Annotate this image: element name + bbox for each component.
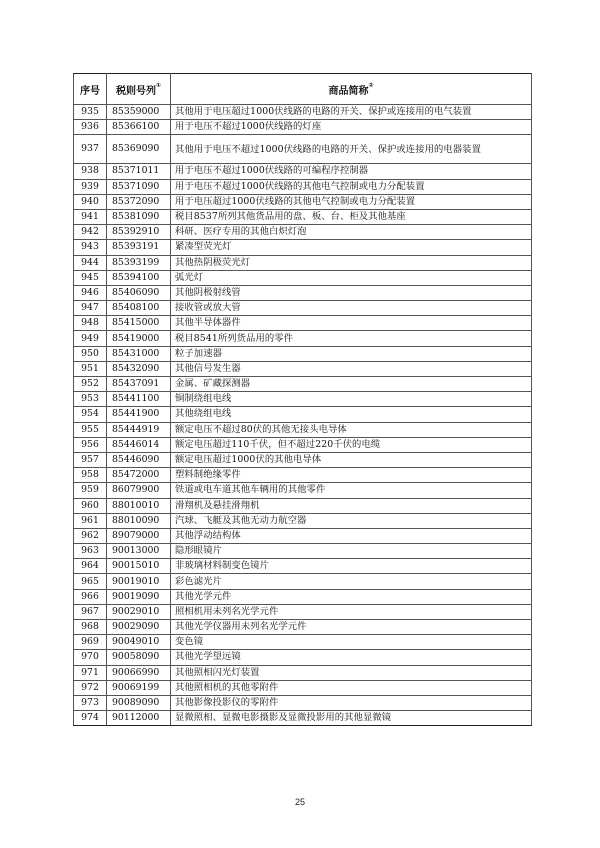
cell-code: 85371090 <box>107 179 171 194</box>
cell-seq: 963 <box>74 544 107 559</box>
cell-seq: 970 <box>74 650 107 665</box>
table-row <box>74 695 532 710</box>
cell-seq: 962 <box>74 528 107 543</box>
cell-seq: 965 <box>74 574 107 589</box>
cell-name: 用于电压不超过1000伏线路的灯座 <box>171 120 532 135</box>
cell-name: 额定电压不超过80伏的其他无接头电导体 <box>171 422 532 437</box>
table-row <box>74 209 532 224</box>
cell-name: 接收管或放大管 <box>171 301 532 316</box>
cell-seq: 950 <box>74 346 107 361</box>
cell-code: 85446014 <box>107 437 171 452</box>
table-row <box>74 711 532 726</box>
cell-code: 85441900 <box>107 407 171 422</box>
cell-seq: 961 <box>74 513 107 528</box>
cell-seq: 940 <box>74 194 107 209</box>
table-row <box>74 452 532 467</box>
cell-code: 85446090 <box>107 452 171 467</box>
cell-code: 85359000 <box>107 105 171 120</box>
cell-name: 汽球、飞艇及其他无动力航空器 <box>171 513 532 528</box>
cell-code: 85371011 <box>107 164 171 179</box>
cell-name: 紧凑型荧光灯 <box>171 240 532 255</box>
table-row <box>74 422 532 437</box>
table-row <box>74 346 532 361</box>
cell-name: 弧光灯 <box>171 270 532 285</box>
cell-seq: 959 <box>74 483 107 498</box>
footnote-marker-1: ① <box>155 81 162 89</box>
cell-code: 85406090 <box>107 285 171 300</box>
table-row <box>74 574 532 589</box>
table-row <box>74 544 532 559</box>
cell-name: 其他光学元件 <box>171 589 532 604</box>
cell-code: 85408100 <box>107 301 171 316</box>
table-row <box>74 255 532 270</box>
table-row <box>74 105 532 120</box>
cell-seq: 969 <box>74 635 107 650</box>
table-row <box>74 164 532 179</box>
cell-seq: 946 <box>74 285 107 300</box>
cell-code: 90089090 <box>107 695 171 710</box>
cell-seq: 960 <box>74 498 107 513</box>
table-row <box>74 407 532 422</box>
table-row <box>74 179 532 194</box>
table-row <box>74 392 532 407</box>
table-row <box>74 194 532 209</box>
cell-seq: 951 <box>74 361 107 376</box>
cell-code: 85394100 <box>107 270 171 285</box>
cell-code: 85431000 <box>107 346 171 361</box>
cell-seq: 944 <box>74 255 107 270</box>
table-row <box>74 528 532 543</box>
cell-seq: 956 <box>74 437 107 452</box>
cell-code: 90029010 <box>107 604 171 619</box>
table-row <box>74 135 532 164</box>
cell-name: 其他半导体器件 <box>171 316 532 331</box>
table-row <box>74 301 532 316</box>
cell-seq: 967 <box>74 604 107 619</box>
cell-seq: 974 <box>74 711 107 726</box>
cell-name: 用于电压不超过1000伏线路的其他电气控制或电力分配装置 <box>171 179 532 194</box>
table-row <box>74 559 532 574</box>
table-row <box>74 240 532 255</box>
table-row <box>74 483 532 498</box>
cell-code: 85372090 <box>107 194 171 209</box>
cell-name: 照相机用未列名光学元件 <box>171 604 532 619</box>
cell-name: 显微照相、显微电影摄影及显微投影用的其他显微镜 <box>171 711 532 726</box>
cell-seq: 935 <box>74 105 107 120</box>
cell-seq: 952 <box>74 377 107 392</box>
cell-name: 税目8541所列货品用的零件 <box>171 331 532 346</box>
cell-name: 其他照相闪光灯装置 <box>171 665 532 680</box>
cell-code: 90049010 <box>107 635 171 650</box>
table-row <box>74 468 532 483</box>
table-row <box>74 620 532 635</box>
table-row <box>74 225 532 240</box>
cell-name: 其他信号发生器 <box>171 361 532 376</box>
cell-name: 非玻璃材料制变色镜片 <box>171 559 532 574</box>
cell-seq: 953 <box>74 392 107 407</box>
cell-code: 85381090 <box>107 209 171 224</box>
table-row <box>74 285 532 300</box>
cell-code: 90019010 <box>107 574 171 589</box>
cell-code: 90029090 <box>107 620 171 635</box>
table-row <box>74 589 532 604</box>
cell-seq: 966 <box>74 589 107 604</box>
table-row <box>74 650 532 665</box>
table-row <box>74 270 532 285</box>
cell-name: 滑翔机及悬挂滑翔机 <box>171 498 532 513</box>
cell-code: 90019090 <box>107 589 171 604</box>
cell-code: 85392910 <box>107 225 171 240</box>
cell-code: 90112000 <box>107 711 171 726</box>
cell-code: 90069199 <box>107 680 171 695</box>
cell-code: 90013000 <box>107 544 171 559</box>
table-row <box>74 604 532 619</box>
cell-name: 其他热阴极荧光灯 <box>171 255 532 270</box>
table-row <box>74 120 532 135</box>
cell-name: 其他照相机的其他零附件 <box>171 680 532 695</box>
cell-code: 89079000 <box>107 528 171 543</box>
cell-seq: 972 <box>74 680 107 695</box>
cell-name: 隐形眼镜片 <box>171 544 532 559</box>
cell-seq: 968 <box>74 620 107 635</box>
cell-code: 85393191 <box>107 240 171 255</box>
cell-name: 铜制绕组电线 <box>171 392 532 407</box>
cell-seq: 936 <box>74 120 107 135</box>
cell-code: 85415000 <box>107 316 171 331</box>
header-name: 商品简称② <box>171 74 532 105</box>
header-seq: 序号 <box>74 74 107 105</box>
cell-name: 塑料制绝缘零件 <box>171 468 532 483</box>
cell-code: 85472000 <box>107 468 171 483</box>
cell-name: 金属、矿藏探测器 <box>171 377 532 392</box>
table-row <box>74 377 532 392</box>
cell-seq: 957 <box>74 452 107 467</box>
page-number: 25 <box>294 797 305 807</box>
cell-seq: 938 <box>74 164 107 179</box>
cell-seq: 947 <box>74 301 107 316</box>
cell-name: 粒子加速器 <box>171 346 532 361</box>
cell-seq: 939 <box>74 179 107 194</box>
cell-seq: 964 <box>74 559 107 574</box>
cell-code: 90015010 <box>107 559 171 574</box>
cell-name: 变色镜 <box>171 635 532 650</box>
cell-code: 88010090 <box>107 513 171 528</box>
cell-name: 其他光学望远镜 <box>171 650 532 665</box>
cell-code: 85441100 <box>107 392 171 407</box>
cell-name: 税目8537所列其他货品用的盘、板、台、柜及其他基座 <box>171 209 532 224</box>
cell-name: 彩色滤光片 <box>171 574 532 589</box>
cell-code: 86079900 <box>107 483 171 498</box>
cell-seq: 937 <box>74 135 107 164</box>
cell-seq: 942 <box>74 225 107 240</box>
cell-code: 85419000 <box>107 331 171 346</box>
cell-seq: 941 <box>74 209 107 224</box>
table-row <box>74 361 532 376</box>
cell-seq: 948 <box>74 316 107 331</box>
cell-seq: 943 <box>74 240 107 255</box>
cell-code: 85393199 <box>107 255 171 270</box>
table-header-row <box>74 74 532 105</box>
cell-code: 88010010 <box>107 498 171 513</box>
table-row <box>74 316 532 331</box>
cell-name: 其他用于电压不超过1000伏线路的电路的开关、保护或连接用的电器装置 <box>171 135 532 164</box>
table-row <box>74 665 532 680</box>
cell-name: 额定电压超过1000伏的其他电导体 <box>171 452 532 467</box>
cell-code: 85444919 <box>107 422 171 437</box>
cell-seq: 949 <box>74 331 107 346</box>
cell-seq: 958 <box>74 468 107 483</box>
cell-name: 用于电压超过1000伏线路的其他电气控制或电力分配装置 <box>171 194 532 209</box>
cell-code: 90066990 <box>107 665 171 680</box>
cell-code: 85369090 <box>107 135 171 164</box>
cell-name: 额定电压超过110千伏，但不超过220千伏的电缆 <box>171 437 532 452</box>
cell-name: 其他光学仪器用未列名光学元件 <box>171 620 532 635</box>
cell-code: 85432090 <box>107 361 171 376</box>
table-row <box>74 437 532 452</box>
footnote-marker-2: ② <box>368 81 374 89</box>
cell-name: 用于电压不超过1000伏线路的可编程序控制器 <box>171 164 532 179</box>
table-row <box>74 331 532 346</box>
cell-code: 85366100 <box>107 120 171 135</box>
cell-seq: 973 <box>74 695 107 710</box>
cell-code: 85437091 <box>107 377 171 392</box>
cell-name: 其他阴极射线管 <box>171 285 532 300</box>
table-row <box>74 513 532 528</box>
cell-name: 其他用于电压超过1000伏线路的电路的开关、保护或连接用的电气装置 <box>171 105 532 120</box>
cell-seq: 954 <box>74 407 107 422</box>
cell-seq: 945 <box>74 270 107 285</box>
cell-seq: 955 <box>74 422 107 437</box>
cell-name: 其他绕组电线 <box>171 407 532 422</box>
cell-name: 铁道或电车道其他车辆用的其他零件 <box>171 483 532 498</box>
header-code: 税则号列① <box>107 74 171 105</box>
cell-name: 科研、医疗专用的其他白炽灯泡 <box>171 225 532 240</box>
tariff-table <box>73 73 532 726</box>
cell-name: 其他影像投影仪的零附件 <box>171 695 532 710</box>
table-row <box>74 635 532 650</box>
cell-code: 90058090 <box>107 650 171 665</box>
table-row <box>74 498 532 513</box>
table-row <box>74 680 532 695</box>
cell-seq: 971 <box>74 665 107 680</box>
cell-name: 其他浮动结构体 <box>171 528 532 543</box>
